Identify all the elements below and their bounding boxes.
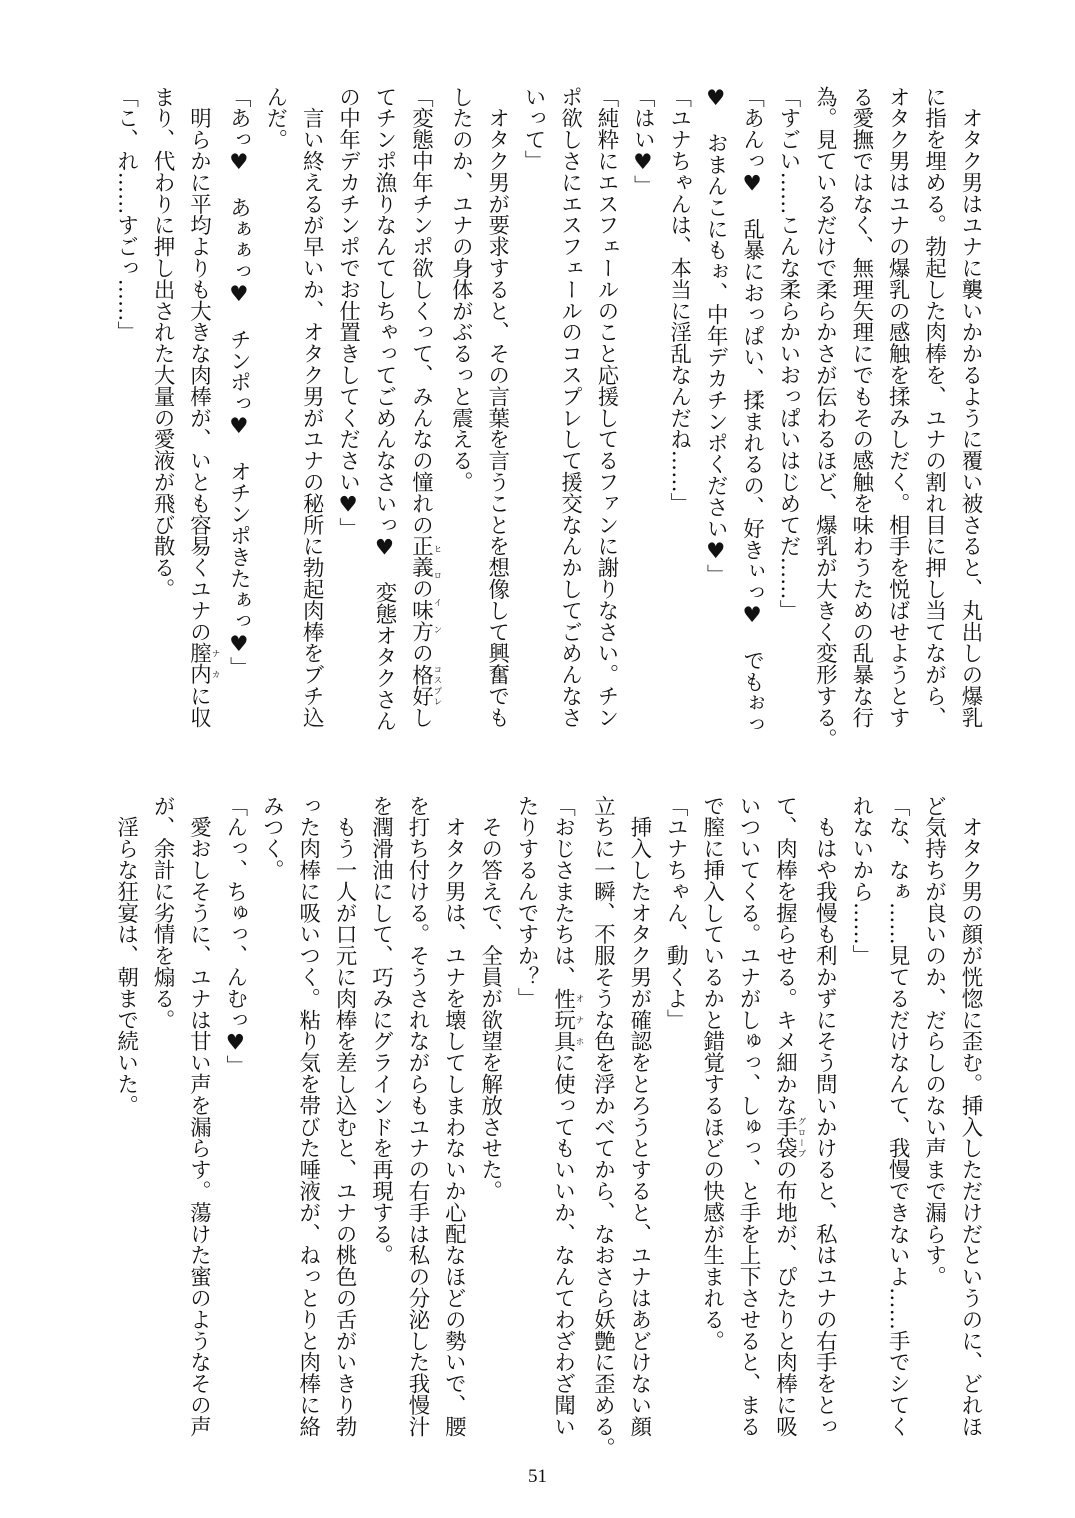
text-line <box>180 86 220 751</box>
text-line <box>915 795 951 1460</box>
text-line <box>952 795 988 1460</box>
text-segment: ど気持ちが良いのか、だらしのない声まで漏らす。 <box>921 795 947 1288</box>
text-line <box>402 86 442 751</box>
text-segment: 「純粋にエスフェールのこと応援してるファンに謝りなさい。チン <box>593 86 619 728</box>
text-segment: て、肉棒を握らせる。キメ細かな <box>772 795 798 1116</box>
text-line <box>551 86 587 751</box>
lower-text-block <box>112 795 988 1460</box>
text-segment: 「ユナちゃん、動くよ」 <box>663 795 689 1031</box>
text-segment: もはや我慢も利かずにそう問いかけると、私はユナの右手をとっ <box>812 795 838 1437</box>
text-segment: 愛おしそうに、ユナは甘い声を漏らす。蕩けた蜜のようなその声 <box>186 795 212 1437</box>
ruby-annotated-word <box>772 1116 806 1159</box>
text-line <box>697 86 733 751</box>
text-line <box>442 86 478 751</box>
text-segment: たりするんですか？」 <box>514 795 540 1009</box>
text-segment: 「な、なぁ……見てるだけなんて、我慢できないよ……手でシてく <box>885 795 911 1437</box>
text-segment: オタク男が要求すると、その言葉を言うことを想像して興奮でも <box>484 86 510 728</box>
text-line <box>915 86 951 751</box>
text-line <box>471 795 507 1460</box>
text-segment: 明らかに平均よりも大きな肉棒が、いとも容易くユナの <box>186 86 212 643</box>
text-line <box>770 86 806 751</box>
text-segment: し <box>408 706 434 729</box>
text-segment: 「あんっ♥ 乱暴におっぱい、揉まれるの、好きぃっ♥ でもぉっ <box>739 86 765 736</box>
text-segment: で膣に挿入しているかと錯覚するほどの快感が生まれる。 <box>699 795 725 1352</box>
text-segment: の <box>408 642 434 664</box>
text-segment: まり、代わりに押し出された大量の愛液が飛び散る。 <box>150 86 176 600</box>
ruby-reading: オナホ <box>574 987 585 1052</box>
text-line <box>326 795 362 1460</box>
text-line <box>660 86 696 751</box>
ruby-base: 膣内 <box>186 642 212 686</box>
text-line <box>693 795 729 1460</box>
text-segment: に使ってもいいか、なんてわざわざ聞い <box>550 1051 576 1438</box>
text-segment: 「あっ♥ あぁぁっ♥ チンポっ♥ オチンポきたぁっ♥」 <box>226 86 252 679</box>
text-segment: みつく。 <box>259 795 285 881</box>
text-line <box>478 86 514 751</box>
text-line <box>730 795 766 1460</box>
text-segment: 「すごい……こんな柔らかいおっぱいはじめてだ……」 <box>775 86 801 621</box>
text-line <box>144 86 180 751</box>
text-line <box>216 795 252 1460</box>
page-number: 51 <box>528 1466 547 1487</box>
text-line <box>293 86 329 751</box>
ruby-reading: ヒロイン <box>431 535 442 643</box>
text-line <box>733 86 769 751</box>
text-segment: 「おじさまたちは、 <box>550 795 576 988</box>
upper-text-block <box>112 86 988 751</box>
text-line <box>544 795 584 1460</box>
text-segment: 「はい♥」 <box>630 86 656 197</box>
text-line <box>144 795 180 1460</box>
text-line <box>329 86 365 751</box>
text-segment: オタク男は、ユナを壊してしまわないか心配なほどの勢いで、腰 <box>441 795 467 1437</box>
text-segment: 挿入したオタク男が確認をとろうとすると、ユナはあどけない顔 <box>626 795 652 1437</box>
text-line <box>399 795 435 1460</box>
text-segment: ポ欲しさにエスフェールのコスプレして援交なんかしてごめんなさ <box>557 86 583 728</box>
text-line <box>620 795 656 1460</box>
text-line <box>624 86 660 751</box>
text-line <box>180 795 216 1460</box>
text-line <box>253 795 289 1460</box>
text-line <box>806 795 842 1460</box>
text-line <box>842 795 878 1460</box>
text-segment: 為。見ているだけで柔らかさが伝わるほど、爆乳が大きく変形する。 <box>812 86 838 750</box>
text-line <box>515 86 551 751</box>
text-segment: その答えで、全員が欲望を解放させた。 <box>477 795 503 1202</box>
text-segment: に収 <box>186 685 212 729</box>
text-segment: 「んっ、ちゅっ、んむっ♥」 <box>222 795 248 1077</box>
text-segment: が、余計に劣情を煽る。 <box>150 795 176 1031</box>
text-segment: 立ちに一瞬、不服そうな色を浮かべてから、なおさら妖艶に歪める。 <box>590 795 616 1459</box>
ruby-reading: ナカ <box>209 642 220 686</box>
ruby-reading: コスプレ <box>431 663 442 707</box>
text-segment: オタク男はユナに襲いかかるように覆い被さると、丸出しの爆乳 <box>958 86 983 728</box>
text-segment: 「ユナちゃんは、本当に淫乱なんだね……」 <box>666 86 692 514</box>
text-line <box>879 86 915 751</box>
text-line <box>766 795 806 1460</box>
text-segment: したのか、ユナの身体がぶるっと震える。 <box>448 86 474 493</box>
text-line <box>806 86 842 751</box>
ruby-base: 格好 <box>408 663 434 707</box>
text-segment: んだ。 <box>262 86 288 151</box>
text-line <box>952 86 988 751</box>
ruby-reading: グローブ <box>795 1116 806 1159</box>
ruby-annotated-word <box>550 987 585 1052</box>
text-segment: 「こ、れ……すごっ……」 <box>113 86 139 343</box>
text-segment: オタク男はユナの爆乳の感触を揉みしだく。相手を悦ばせようとす <box>885 86 911 728</box>
text-segment: れないから……」 <box>848 795 874 967</box>
ruby-base: 性玩具 <box>550 987 576 1052</box>
text-segment: オタク男の顔が恍惚に歪む。挿入しただけだというのに、どれほ <box>958 795 983 1437</box>
text-segment: に指を埋める。勃起した肉棒を、ユナの割れ目に押し当てながら、 <box>921 86 947 728</box>
text-segment: 言い終えるが早いか、オタク男がユナの秘所に勃起肉棒をブチ込 <box>299 86 325 728</box>
text-segment: の中年デカチンポでお仕置きしてください♥」 <box>335 86 361 539</box>
ruby-base: 手袋 <box>772 1116 798 1159</box>
ruby-annotated-word <box>408 663 442 707</box>
text-segment: 「変態中年チンポ欲しくって、みんなの憧れの <box>408 86 434 536</box>
text-line <box>220 86 256 751</box>
ruby-annotated-word <box>408 535 442 643</box>
text-line <box>435 795 471 1460</box>
text-segment: いついてくる。ユナがしゅっ、しゅっ、と手を上下させると、まる <box>736 795 762 1437</box>
text-line <box>107 795 143 1460</box>
text-segment: を打ち付ける。そうされながらもユナの右手は私の分泌した我慢汁 <box>404 795 430 1437</box>
text-segment: てチンポ漁りなんてしちゃってごめんなさいっ♥ 変態オタクさん <box>372 86 397 732</box>
text-line <box>879 795 915 1460</box>
text-segment: ♥ おまんこにもぉ、中年デカチンポください♥」 <box>703 86 729 586</box>
text-line <box>256 86 292 751</box>
text-segment: もう一人が口元に肉棒を差し込むと、ユナの桃色の舌がいきり勃 <box>332 795 358 1437</box>
text-line <box>657 795 693 1460</box>
text-line <box>508 795 544 1460</box>
text-segment: る愛撫ではなく、無理矢理にでもその感触を味わうための乱暴な行 <box>848 86 874 728</box>
text-segment: を潤滑油にして、巧みにグラインドを再現する。 <box>368 795 394 1266</box>
text-segment: いって」 <box>521 86 547 172</box>
text-line <box>289 795 325 1460</box>
text-line <box>588 86 624 751</box>
text-line <box>842 86 878 751</box>
ruby-base: 正義の味方 <box>408 535 434 643</box>
text-segment: の布地が、ぴたりと肉棒に吸 <box>772 1158 798 1438</box>
text-segment: った肉棒に吸いつく。粘り気を帯びた唾液が、ねっとりと肉棒に絡 <box>295 795 321 1437</box>
text-line <box>362 795 398 1460</box>
text-segment: 淫らな狂宴は、朝まで続いた。 <box>113 795 139 1116</box>
text-line <box>366 86 402 751</box>
text-line <box>107 86 143 751</box>
ruby-annotated-word <box>186 642 220 686</box>
text-line <box>584 795 620 1460</box>
